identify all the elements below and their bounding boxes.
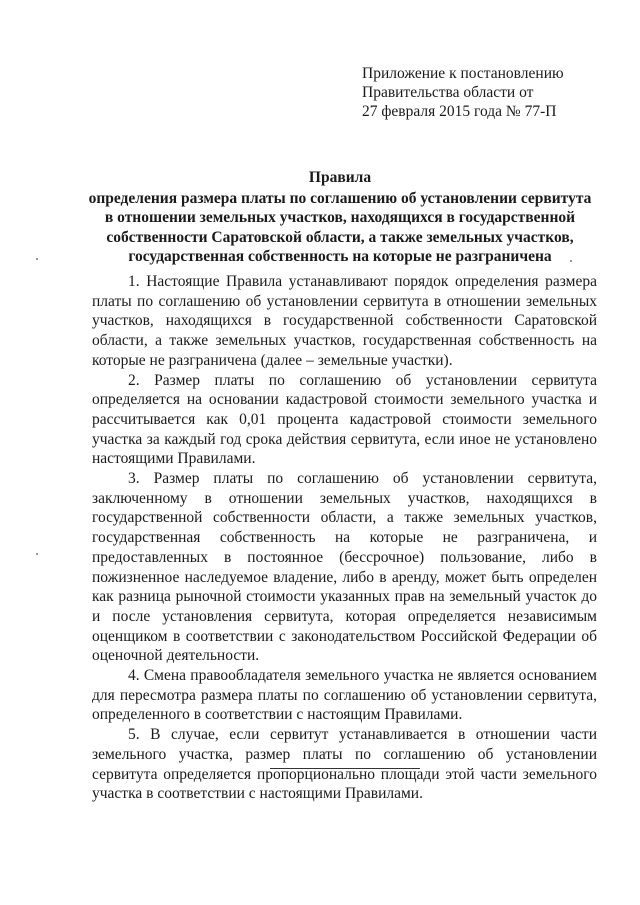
document-title-line: в отношении земельных участков, находящихся в государственной [104, 209, 576, 226]
document-title-line: собственности Саратовской области, а также земельных участков, [106, 228, 574, 246]
document-title-main: Правила [308, 169, 372, 186]
paragraph-3: 3. Размер платы по соглашению об установлении сервитута, заключенному в отношении земельных участков, находящихся в государственной собственности области, а также земельных участков, государственная собственность на которые не разграничена, и предоставленных в постоянное (бессрочное) пользование, либо в пожизненное наследуемое владение, либо в аренду, может быть определен как разница рыночной стоимости указанных прав на земельный участок до и после установления сервитута, которая определяется независимым оценщиком в соответствии с законодательством Российской Федерации об оценочной деятельности. [92, 470, 597, 665]
scan-speck [36, 258, 38, 260]
appendix-header [362, 64, 612, 121]
appendix-header-line: Правительства области от [362, 84, 534, 101]
appendix-header-line: 27 февраля 2015 года № 77-П [362, 103, 557, 120]
paragraph-5: 5. В случае, если сервитут устанавливается в отношении части земельного участка, размер платы по соглашению об установлении сервитута определяется пропорционально площади этой части земельного участка в соответствии с настоящими Правилами. [92, 726, 597, 803]
document-title [80, 168, 600, 267]
scan-speck [36, 553, 38, 555]
document-body [92, 272, 597, 804]
appendix-header-line: Приложение к постановлению [362, 65, 564, 82]
document-title-line: государственная собственность на которые не разграничена [128, 248, 552, 265]
document-title-line: определения размера платы по соглашению об установлении сервитута [88, 189, 592, 207]
paragraph-4: 4. Смена правообладателя земельного участка не является основанием для пересмотра размера платы по соглашению об установлении сервитута, определенного в соответствии с настоящим Правилами. [92, 667, 597, 724]
scan-speck [570, 260, 572, 262]
paragraph-1: 1. Настоящие Правила устанавливают порядок определения размера платы по соглашению об установлении сервитута в отношении земельных участков, находящихся в государственной собственности Саратовской области, а также земельных участков, государственная собственность на которые не разграничена (далее – земельные участки). [92, 273, 597, 369]
paragraph-2: 2. Размер платы по соглашению об установлении сервитута определяется на основании кадастровой стоимости земельного участка и рассчитывается как 0,01 процента кадастровой стоимости земельного участка за каждый год срока действия сервитута, если иное не установлено настоящими Правилами. [92, 371, 597, 468]
closing-line [270, 768, 420, 769]
